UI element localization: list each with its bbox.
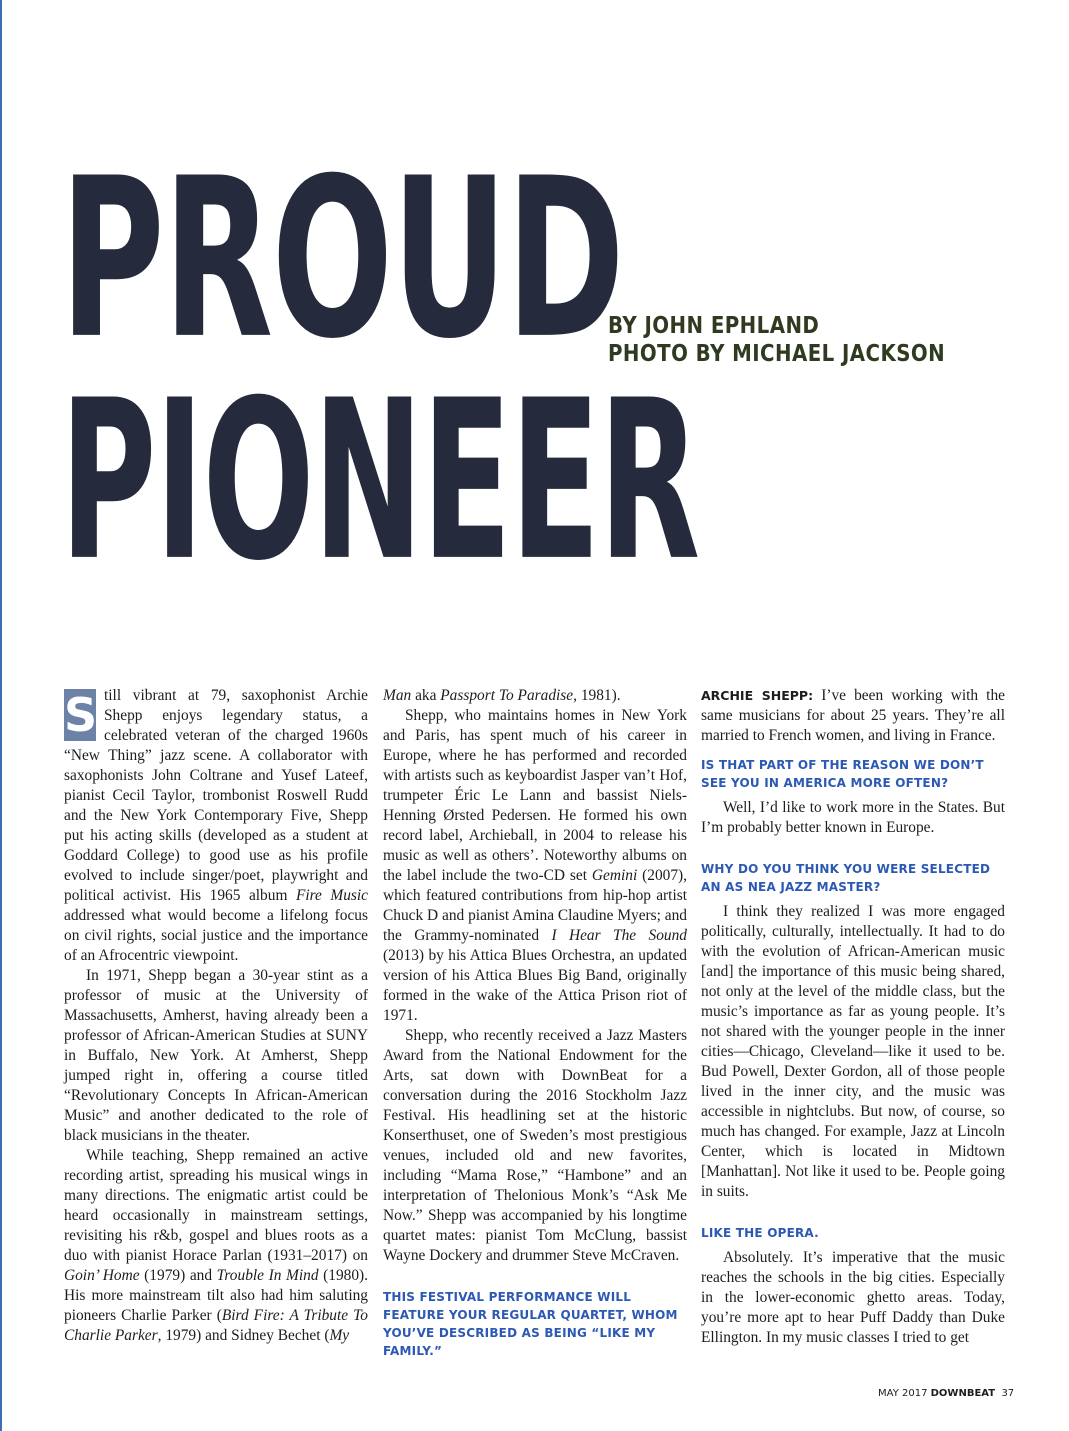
headline-line-2: PIONEER (60, 353, 699, 610)
interview-question: LIKE THE OPERA. (701, 1226, 819, 1240)
interview-answer: I think they realized I was more engaged politically, culturally, intellectually. It had to do with the evolution of African-American music [and] the importance of this music being shared, not only at the level of the middle class, but the music’s importance as far as young people. It’s not shared with the younger people in the inner cities—Chicago, Cleveland—like it used to be. Bud Powell, Dexter Gordon, all of those people lived in the inner city, and the music was accessible in nightclubs. But now, of course, so much has changed. For example, Jazz at Lincoln Center, which is located in Midtown [Manhattan]. Not like it used to be. People going in suits. (701, 903, 1005, 1200)
interview-question: THIS FESTIVAL PERFORMANCE WILL FEATURE YOUR REGULAR QUARTET, WHOM YOU’VE DESCRIBED AS BEING “LIKE MY FAMILY.” (383, 1290, 678, 1358)
article-column-1 (64, 686, 368, 1346)
interview-question: WHY DO YOU THINK YOU WERE SELECTED AN AS NEA JAZZ MASTER? (701, 862, 991, 894)
body-paragraph: Shepp, who maintains homes in New York and Paris, has spent much of his career in Europe, where he has performed and recorded with artists such as keyboardist Jasper van’t Hof, trumpeter Éric Le Lann and bassist Niels-Henning Ørsted Pedersen. He formed his own record label, Archieball, in 2004 to release his music as well as others’. Noteworthy albums on the label include the two-CD set Gemini (2007), which featured contributions from hip-hop artist Chuck D and pianist Amina Claudine Myers; and the Grammy-nominated I Hear The Sound (2013) by his Attica Blues Orchestra, an updated version of his Attica Blues Big Band, originally formed in the wake of the Attica Prison riot of 1971. (383, 707, 687, 1024)
byline (608, 312, 1000, 368)
issue-date: MAY 2017 (878, 1388, 928, 1399)
page-number: 37 (1001, 1388, 1015, 1399)
body-paragraph: Shepp, who recently received a Jazz Masters Award from the National Endowment for the Arts, sat down with DownBeat for a conversation during the 2016 Stockholm Jazz Festival. His headlining set at the historic Konserthuset, one of Sweden’s most prestigious venues, included old and new favorites, including “Mama Rose,” “Hambone” and an interpretation of Thelonious Monk’s “Ask Me Now.” Shepp was accompanied by his longtime quartet mates: pianist Tom McClung, bassist Wayne Dockery and drummer Steve McCraven. (383, 1027, 687, 1264)
page-footer (878, 1387, 1014, 1401)
interview-answer: Well, I’d like to work more in the States. But I’m probably better known in Europe. (701, 799, 1005, 836)
speaker-label: ARCHIE SHEPP: (701, 688, 814, 703)
article-column-3 (701, 686, 1005, 1348)
article-column-2 (383, 686, 687, 1366)
intro-paragraph: S till vibrant at 79, saxophonist Archie Shepp enjoys legendary status, a celebrated veteran of the charged 1960s “New Thing” jazz scene. A collaborator with saxophonists John Coltrane and Yusef Lateef, pianist Cecil Taylor, trombonist Roswell Rudd and the New York Contemporary Five, Shepp put his acting skills (developed as a student at Goddard College) to good use as his profile evolved to include singer/poet, playwright and political activist. His 1965 album Fire Music addressed what would become a lifelong focus on civil rights, social justice and the importance of an Afrocentric viewpoint. (64, 687, 368, 964)
body-paragraph: While teaching, Shepp remained an active recording artist, spreading his musical wings in many directions. The enigmatic artist could be heard occasionally in mainstream settings, revisiting his r&b, gospel and blues roots as a duo with pianist Horace Parlan (1931–2017) on Goin’ Home (1979) and Trouble In Mind (1980). His more mainstream tilt also had him saluting pioneers Charlie Parker (Bird Fire: A Tribute To Charlie Parker, 1979) and Sidney Bechet (My (64, 1147, 369, 1344)
magazine-name: DOWNBEAT (930, 1388, 996, 1399)
byline-writer: BY JOHN EPHLAND (608, 313, 820, 339)
interview-answer: ARCHIE SHEPP: I’ve been working with the same musicians for about 25 years. They’re all married to French women, and living in France. (701, 687, 1005, 744)
body-paragraph: In 1971, Shepp began a 30-year stint as a professor of music at the University of Massachusetts, Amherst, having already been a professor of African-American Studies at SUNY in Buffalo, New York. At Amherst, Shepp jumped right in, offering a course titled “Revolutionary Concepts In African-American Music” and another dedicated to the role of black musicians in the theater. (64, 967, 368, 1144)
drop-cap: S (64, 688, 98, 742)
body-paragraph: Man aka Passport To Paradise, 1981). (383, 687, 621, 704)
interview-question: IS THAT PART OF THE REASON WE DON’T SEE YOU IN AMERICA MORE OFTEN? (701, 758, 984, 790)
headline-line-1: PROUD (60, 131, 624, 388)
byline-photographer: PHOTO BY MICHAEL JACKSON (608, 341, 946, 367)
page-edge-rule (0, 0, 2, 1431)
interview-answer: Absolutely. It’s imperative that the music reaches the schools in the big cities. Especially in the lower-economic ghetto areas. Today, you’re more apt to hear Puff Daddy than Duke Ellington. In my music classes I tried to get (701, 1249, 1005, 1346)
